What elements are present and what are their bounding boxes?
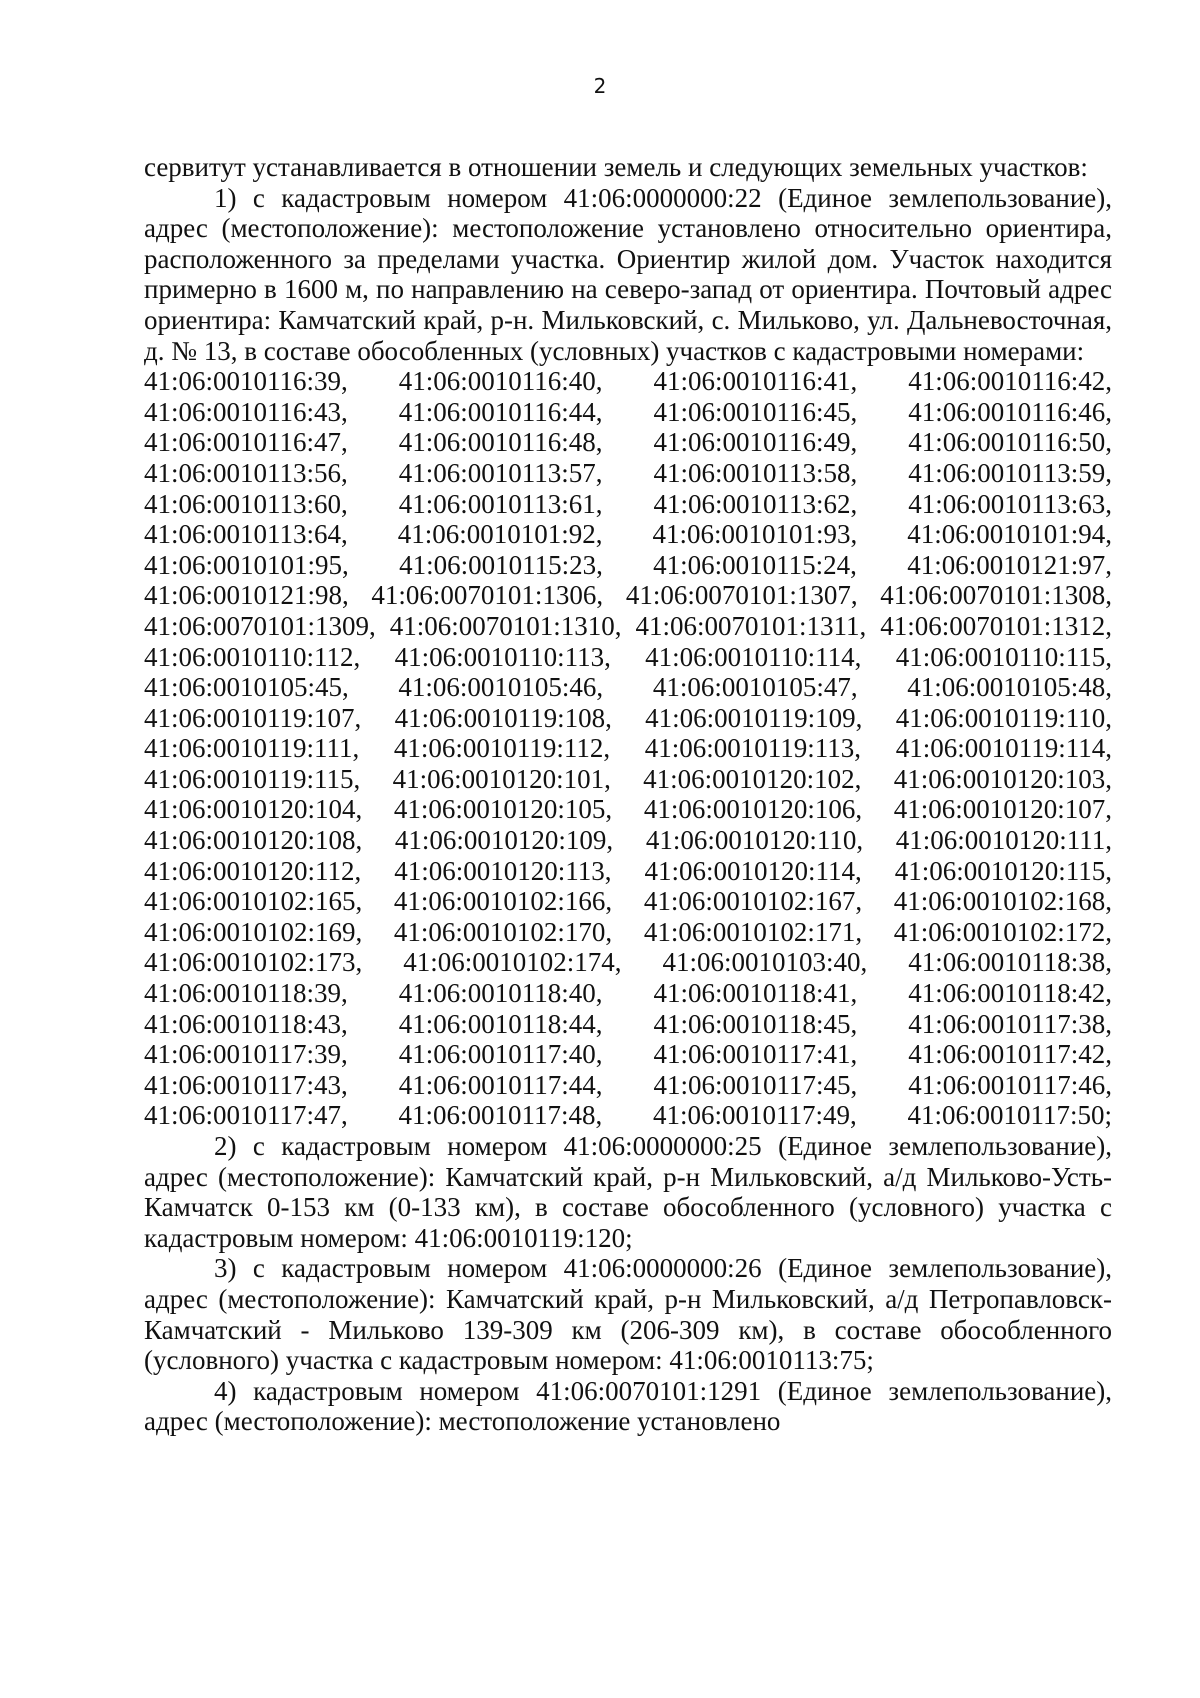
cadastral-number: 41:06:0010119:109,	[645, 702, 863, 733]
cadastral-number: 41:06:0010116:44,	[398, 396, 603, 427]
cadastral-number: 41:06:0010120:103,	[893, 763, 1112, 794]
item-4-paragraph: 4) кадастровым номером 41:06:0070101:1291 (Единое землепользование), адрес (местоположение): местоположение установлено	[144, 1375, 1112, 1437]
cadastral-number: 41:06:0010119:111,	[144, 733, 360, 764]
cadastral-number: 41:06:0010117:42,	[908, 1039, 1112, 1070]
cadastral-number: 41:06:0010102:172,	[893, 916, 1112, 947]
cadastral-number: 41:06:0010113:64,	[144, 519, 348, 550]
cadastral-number: 41:06:0070101:1309,	[144, 610, 376, 641]
cadastral-number: 41:06:0010120:108,	[144, 825, 363, 856]
cadastral-number: 41:06:0010113:60,	[144, 488, 348, 519]
cadastral-number: 41:06:0010118:40,	[398, 978, 603, 1009]
cadastral-number: 41:06:0010118:44,	[398, 1008, 603, 1039]
cadastral-number: 41:06:0070101:1310,	[389, 610, 622, 641]
cadastral-number: 41:06:0010110:114,	[645, 641, 862, 672]
cadastral-number: 41:06:0010102:166,	[393, 886, 613, 917]
cadastral-number: 41:06:0010101:92,	[397, 519, 603, 550]
cadastral-number: 41:06:0010115:23,	[399, 549, 603, 580]
cadastral-number: 41:06:0010116:46,	[908, 396, 1112, 427]
item-3-paragraph: 3) с кадастровым номером 41:06:0000000:26 (Единое землепользование), адрес (местоположение): Камчатский край, р-н Мильковский, а/д Петропавловск-Камчатский - Мильково 139-309 км (206-309 км), в составе обособленного (условного) участка с кадастровым номером: 41:06:0010113:75;	[144, 1253, 1112, 1376]
cadastral-number: 41:06:0010113:62,	[653, 488, 858, 519]
cadastral-number: 41:06:0010119:113,	[644, 733, 862, 764]
cadastral-number: 41:06:0010117:43,	[144, 1069, 348, 1100]
cadastral-number: 41:06:0010117:41,	[653, 1039, 858, 1070]
cadastral-number: 41:06:0010105:47,	[652, 672, 858, 703]
cadastral-number: 41:06:0010115:24,	[653, 549, 857, 580]
cadastral-number: 41:06:0010118:43,	[144, 1008, 348, 1039]
cadastral-number: 41:06:0010117:50;	[907, 1100, 1112, 1131]
cadastral-number: 41:06:0010119:110,	[895, 702, 1112, 733]
cadastral-number: 41:06:0010116:40,	[398, 366, 603, 397]
cadastral-number: 41:06:0010120:104,	[144, 794, 363, 825]
cadastral-number: 41:06:0010120:113,	[394, 855, 612, 886]
document-body	[144, 152, 1112, 1437]
cadastral-number: 41:06:0070101:1306,	[371, 580, 604, 611]
cadastral-number: 41:06:0010120:102,	[643, 763, 862, 794]
cadastral-number: 41:06:0010113:56,	[144, 457, 348, 488]
cadastral-number-list	[144, 366, 1112, 1131]
cadastral-number: 41:06:0070101:1307,	[625, 580, 858, 611]
cadastral-number: 41:06:0010116:42,	[908, 366, 1112, 397]
cadastral-number: 41:06:0010105:46,	[398, 672, 604, 703]
cadastral-number: 41:06:0010116:50,	[908, 427, 1112, 458]
cadastral-number: 41:06:0010120:101,	[392, 763, 611, 794]
cadastral-number: 41:06:0010102:171,	[643, 916, 863, 947]
cadastral-number: 41:06:0010117:49,	[652, 1100, 857, 1131]
cadastral-number: 41:06:0010102:170,	[393, 916, 613, 947]
cadastral-number: 41:06:0010120:107,	[893, 794, 1112, 825]
cadastral-number: 41:06:0010101:95,	[144, 549, 349, 580]
cadastral-number: 41:06:0010120:112,	[144, 855, 362, 886]
cadastral-number: 41:06:0010110:113,	[394, 641, 611, 672]
cadastral-number: 41:06:0010117:38,	[908, 1008, 1112, 1039]
cadastral-number: 41:06:0010118:38,	[908, 947, 1112, 978]
cadastral-number: 41:06:0010120:109,	[394, 825, 614, 856]
cadastral-number: 41:06:0010120:110,	[645, 825, 864, 856]
cadastral-number: 41:06:0010117:46,	[908, 1069, 1112, 1100]
cadastral-number: 41:06:0010116:45,	[653, 396, 858, 427]
cadastral-number: 41:06:0010113:61,	[398, 488, 603, 519]
cadastral-number: 41:06:0010119:108,	[394, 702, 612, 733]
cadastral-number: 41:06:0070101:1311,	[635, 610, 867, 641]
cadastral-number: 41:06:0010118:39,	[144, 978, 348, 1009]
cadastral-number: 41:06:0010119:114,	[895, 733, 1112, 764]
cadastral-number: 41:06:0010102:169,	[144, 916, 363, 947]
cadastral-number: 41:06:0010113:59,	[908, 457, 1112, 488]
cadastral-number: 41:06:0010102:165,	[144, 886, 363, 917]
cadastral-number: 41:06:0070101:1312,	[880, 610, 1112, 641]
cadastral-number: 41:06:0010120:111,	[895, 825, 1112, 856]
cadastral-number: 41:06:0010116:48,	[398, 427, 603, 458]
cadastral-number: 41:06:0010101:93,	[652, 519, 858, 550]
cadastral-number: 41:06:0010113:63,	[908, 488, 1112, 519]
cadastral-number: 41:06:0010117:44,	[398, 1069, 603, 1100]
cadastral-number: 41:06:0010117:45,	[653, 1069, 858, 1100]
cadastral-number: 41:06:0010105:45,	[144, 672, 349, 703]
cadastral-number: 41:06:0010120:114,	[644, 855, 862, 886]
cadastral-number: 41:06:0010116:41,	[653, 366, 858, 397]
cadastral-number: 41:06:0010101:94,	[907, 519, 1112, 550]
cadastral-number: 41:06:0010118:45,	[653, 1008, 858, 1039]
page-number: 2	[593, 74, 607, 98]
cadastral-number: 41:06:0010120:106,	[643, 794, 863, 825]
cadastral-number: 41:06:0010102:173,	[144, 947, 363, 978]
item-2-paragraph: 2) с кадастровым номером 41:06:0000000:25 (Единое землепользование), адрес (местоположение): Камчатский край, р-н Мильковский, а/д Мильково-Усть-Камчатск 0-153 км (0-133 км), в составе обособленного (условного) участка с кадастровым номером: 41:06:0010119:120;	[144, 1131, 1112, 1253]
cadastral-number: 41:06:0010116:39,	[144, 366, 348, 397]
cadastral-number: 41:06:0010113:58,	[653, 457, 858, 488]
cadastral-number: 41:06:0010117:39,	[144, 1039, 348, 1070]
intro-paragraph: сервитут устанавливается в отношении земель и следующих земельных участков:	[144, 152, 1088, 182]
cadastral-number: 41:06:0010102:168,	[893, 886, 1112, 917]
cadastral-number: 41:06:0010110:115,	[895, 641, 1112, 672]
cadastral-number: 41:06:0010105:48,	[907, 672, 1112, 703]
cadastral-number: 41:06:0070101:1308,	[880, 580, 1112, 611]
cadastral-number: 41:06:0010117:48,	[398, 1100, 603, 1131]
cadastral-number: 41:06:0010117:47,	[144, 1100, 348, 1131]
cadastral-number: 41:06:0010116:47,	[144, 427, 348, 458]
item-1-paragraph: 1) с кадастровым номером 41:06:0000000:22 (Единое землепользование), адрес (местоположение): местоположение установлено относительно ориентира, расположенного за пределами участка. Ориентир жилой дом. Участок находится примерно в 1600 м, по направлению на северо-запад от ориентира. Почтовый адрес ориентира: Камчатский край, р-н. Мильковский, с. Мильково, ул. Дальневосточная, д. № 13, в составе обособленных (условных) участков с кадастровыми номерами:	[144, 182, 1112, 366]
cadastral-number: 41:06:0010118:42,	[908, 978, 1112, 1009]
cadastral-number: 41:06:0010119:115,	[144, 763, 361, 794]
cadastral-number: 41:06:0010121:97,	[907, 549, 1112, 580]
cadastral-number: 41:06:0010119:112,	[393, 733, 611, 764]
cadastral-number: 41:06:0010118:41,	[653, 978, 858, 1009]
cadastral-number: 41:06:0010119:107,	[144, 702, 362, 733]
cadastral-number: 41:06:0010120:105,	[393, 794, 613, 825]
cadastral-number: 41:06:0010117:40,	[398, 1039, 603, 1070]
cadastral-number: 41:06:0010120:115,	[894, 855, 1112, 886]
cadastral-number: 41:06:0010103:40,	[662, 947, 868, 978]
cadastral-number: 41:06:0010102:174,	[403, 947, 622, 978]
cadastral-number: 41:06:0010116:43,	[144, 396, 348, 427]
cadastral-number: 41:06:0010121:98,	[144, 580, 349, 611]
cadastral-number: 41:06:0010110:112,	[144, 641, 361, 672]
cadastral-number: 41:06:0010102:167,	[643, 886, 863, 917]
cadastral-number: 41:06:0010113:57,	[398, 457, 603, 488]
cadastral-number: 41:06:0010116:49,	[653, 427, 858, 458]
